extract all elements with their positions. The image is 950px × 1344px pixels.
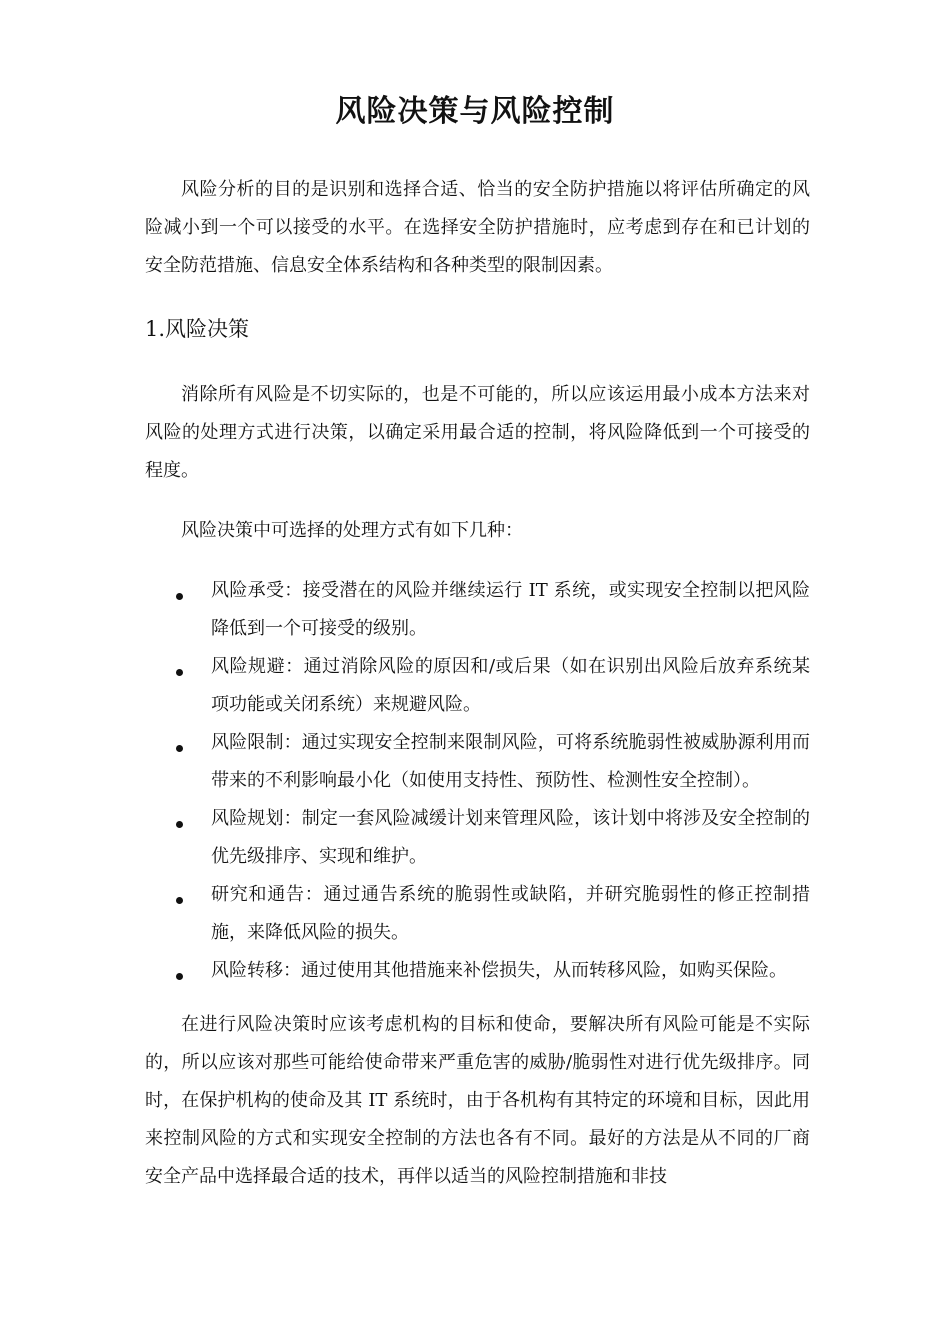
bullet-icon (176, 593, 183, 600)
list-item (145, 648, 810, 724)
list-item-text: 风险承受：接受潜在的风险并继续运行 IT 系统，或实现安全控制以把风险降低到一个可接受的级别。 (211, 580, 810, 639)
list-item-text: 风险限制：通过实现安全控制来限制风险，可将系统脆弱性被威胁源利用而带来的不利影响最小化（如使用支持性、预防性、检测性安全控制）。 (211, 732, 810, 791)
document-title: 风险决策与风险控制 (335, 94, 615, 129)
list-intro-text: 风险决策中可选择的处理方式有如下几种： (181, 520, 523, 541)
bullet-icon (176, 821, 183, 828)
closing-paragraph: 在进行风险决策时应该考虑机构的目标和使命，要解决所有风险可能是不实际的，所以应该对那些可能给使命带来严重危害的威胁/脆弱性对进行优先级排序。同时，在保护机构的使命及其 IT 系统时，由于各机构有其特定的环境和目标，因此用来控制风险的方式和实现安全控制的方法也各有不同。最好的方法是从不同的厂商安全产品中选择最合适的技术，再伴以适当的风险控制措施和非技 (145, 1014, 810, 1187)
bullet-icon (176, 897, 183, 904)
risk-options-list (145, 572, 810, 990)
risk-decision-paragraph: 消除所有风险是不切实际的，也是不可能的，所以应该运用最小成本方法来对风险的处理方式进行决策，以确定采用最合适的控制，将风险降低到一个可接受的程度。 (145, 384, 810, 481)
list-item-text: 风险规划：制定一套风险减缓计划来管理风险，该计划中将涉及安全控制的优先级排序、实现和维护。 (211, 808, 810, 867)
list-item (145, 572, 810, 648)
intro-paragraph: 风险分析的目的是识别和选择合适、恰当的安全防护措施以将评估所确定的风险减小到一个可以接受的水平。在选择安全防护措施时，应考虑到存在和已计划的安全防范措施、信息安全体系结构和各种类型的限制因素。 (145, 179, 810, 276)
list-item (145, 952, 810, 990)
bullet-icon (176, 745, 183, 752)
list-item-text: 风险转移：通过使用其他措施来补偿损失，从而转移风险，如购买保险。 (211, 960, 787, 981)
bullet-icon (176, 973, 183, 980)
list-item (145, 724, 810, 800)
list-item-text: 研究和通告：通过通告系统的脆弱性或缺陷，并研究脆弱性的修正控制措施，来降低风险的损失。 (211, 884, 810, 943)
bullet-icon (176, 669, 183, 676)
list-item (145, 800, 810, 876)
list-item (145, 876, 810, 952)
list-item-text: 风险规避：通过消除风险的原因和/或后果（如在识别出风险后放弃系统某项功能或关闭系统）来规避风险。 (211, 656, 810, 715)
section-heading-risk-decision: 1.风险决策 (145, 317, 250, 341)
